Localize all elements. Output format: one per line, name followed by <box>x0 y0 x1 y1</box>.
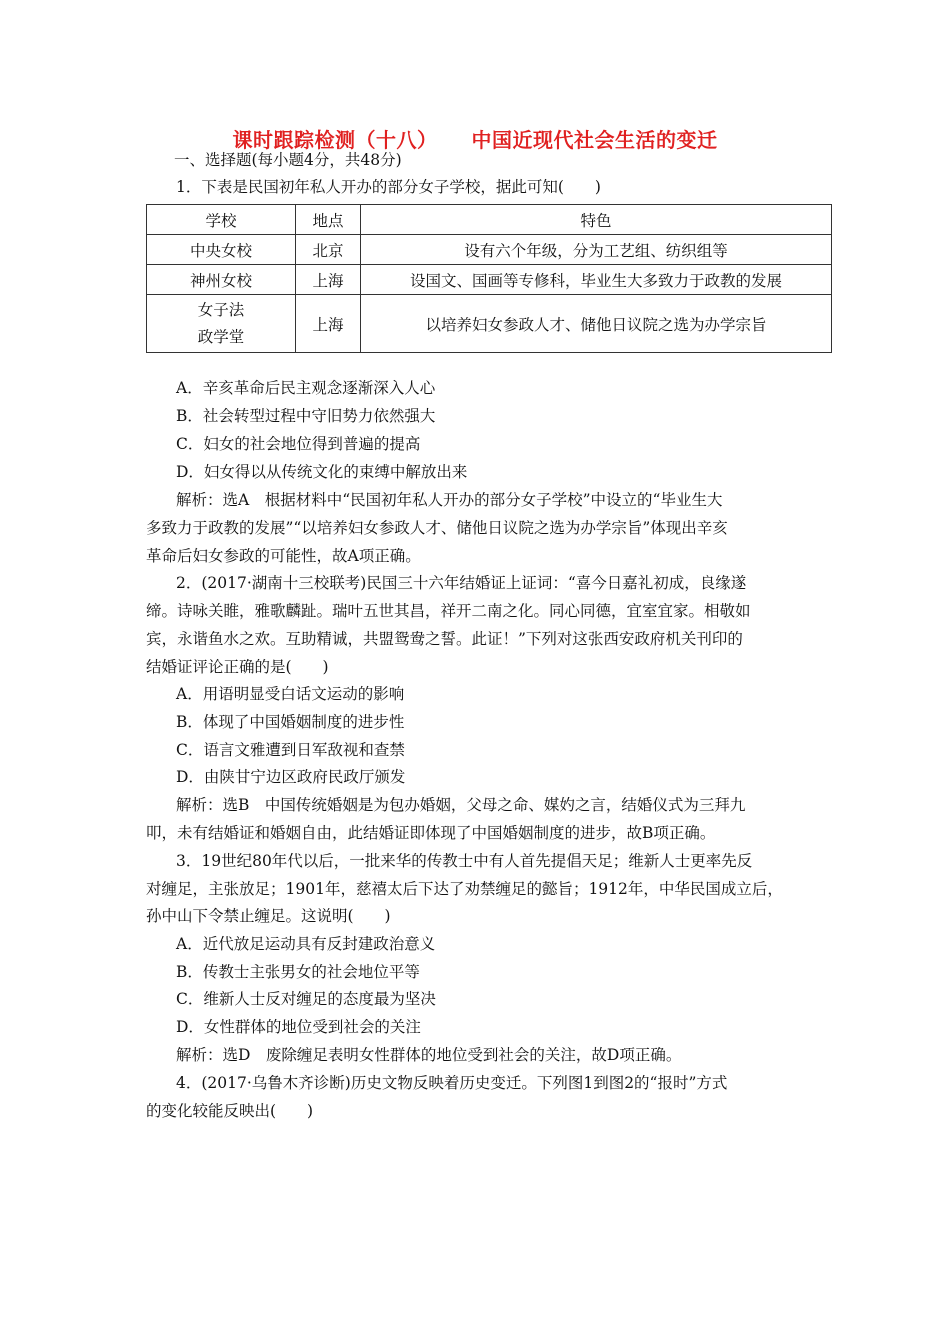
school-name-line1: 女子法 <box>197 300 245 319</box>
table-cell: 设国文、国画等专修科，毕业生大多致力于政教的发展 <box>361 265 832 295</box>
q1-stem: 1．下表是民国初年私人开办的部分女子学校，据此可知( ) <box>176 178 601 196</box>
table-row <box>147 295 832 353</box>
table-cell: 上海 <box>296 265 361 295</box>
q1-option-b: B．社会转型过程中守旧势力依然强大 <box>176 407 436 425</box>
q2-stem: 宾，永谐鱼水之欢。互助精诚，共盟鸳鸯之誓。此证！”下列对这张西安政府机关刊印的 <box>146 630 743 648</box>
header-location: 地点 <box>296 205 361 235</box>
school-name-line2: 政学堂 <box>197 327 245 346</box>
q2-stem: 2．(2017·湖南十三校联考)民国三十六年结婚证上证词：“喜今日嘉礼初成，良缘遂 <box>176 574 747 592</box>
q2-option-d: D．由陕甘宁边区政府民政厅颁发 <box>176 768 406 786</box>
table-cell: 中央女校 <box>147 235 296 265</box>
page-title <box>0 124 950 153</box>
q1-analysis: 革命后妇女参政的可能性，故A项正确。 <box>146 547 421 565</box>
q3-stem: 3．19世纪80年代以后，一批来华的传教士中有人首先提倡天足；维新人士更率先反 <box>176 852 753 870</box>
q4-stem: 的变化较能反映出( ) <box>146 1102 314 1120</box>
header-school: 学校 <box>147 205 296 235</box>
q2-stem: 结婚证评论正确的是( ) <box>146 658 329 676</box>
q2-option-c: C．语言文雅遭到日军敌视和查禁 <box>176 741 405 759</box>
table-header-row <box>147 205 832 235</box>
title-topic: 中国近现代社会生活的变迁 <box>471 128 718 152</box>
table-cell: 设有六个年级，分为工艺组、纺织组等 <box>361 235 832 265</box>
q2-option-b: B．体现了中国婚姻制度的进步性 <box>176 713 405 731</box>
q1-option-c: C．妇女的社会地位得到普遍的提高 <box>176 435 421 453</box>
q2-analysis: 解析：选B 中国传统婚姻是为包办婚姻，父母之命、媒妁之言，结婚仪式为三拜九 <box>176 796 746 814</box>
q2-option-a: A．用语明显受白话文运动的影响 <box>176 685 405 703</box>
q2-stem: 缔。诗咏关睢，雅歌麟趾。瑞叶五世其昌，祥开二南之化。同心同德，宜室宜家。相敬如 <box>146 602 751 620</box>
q3-option-b: B．传教士主张男女的社会地位平等 <box>176 963 420 981</box>
table-row <box>147 235 832 265</box>
q1-option-d: D．妇女得以从传统文化的束缚中解放出来 <box>176 463 468 481</box>
q2-analysis: 叩，未有结婚证和婚姻自由，此结婚证即体现了中国婚姻制度的进步，故B项正确。 <box>146 824 716 842</box>
title-series: 课时跟踪检测（十八） <box>232 128 438 152</box>
q1-analysis: 解析：选A 根据材料中“民国初年私人开办的部分女子学校”中设立的“毕业生大 <box>176 491 723 509</box>
header-feature: 特色 <box>361 205 832 235</box>
table-cell: 北京 <box>296 235 361 265</box>
table-cell: 以培养妇女参政人才、储他日议院之选为办学宗旨 <box>361 295 832 353</box>
table-row <box>147 265 832 295</box>
table-cell: 神州女校 <box>147 265 296 295</box>
table-cell <box>147 295 296 353</box>
schools-table <box>146 204 832 353</box>
q3-option-c: C．维新人士反对缠足的态度最为坚决 <box>176 990 436 1008</box>
table-cell: 上海 <box>296 295 361 353</box>
section-heading: 一、选择题(每小题4分，共48分) <box>174 151 402 169</box>
q3-option-a: A．近代放足运动具有反封建政治意义 <box>176 935 436 953</box>
q3-option-d: D．女性群体的地位受到社会的关注 <box>176 1018 421 1036</box>
q3-analysis: 解析：选D 废除缠足表明女性群体的地位受到社会的关注，故D项正确。 <box>176 1046 682 1064</box>
q1-option-a: A．辛亥革命后民主观念逐渐深入人心 <box>176 379 436 397</box>
q3-stem: 孙中山下令禁止缠足。这说明( ) <box>146 907 391 925</box>
q1-analysis: 多致力于政教的发展”“以培养妇女参政人才、储他日议院之选为办学宗旨”体现出辛亥 <box>146 519 728 537</box>
q4-stem: 4．(2017·乌鲁木齐诊断)历史文物反映着历史变迁。下列图1到图2的“报时”方式 <box>176 1074 728 1092</box>
q3-stem: 对缠足，主张放足；1901年，慈禧太后下达了劝禁缠足的懿旨；1912年，中华民国成立后， <box>146 880 783 898</box>
